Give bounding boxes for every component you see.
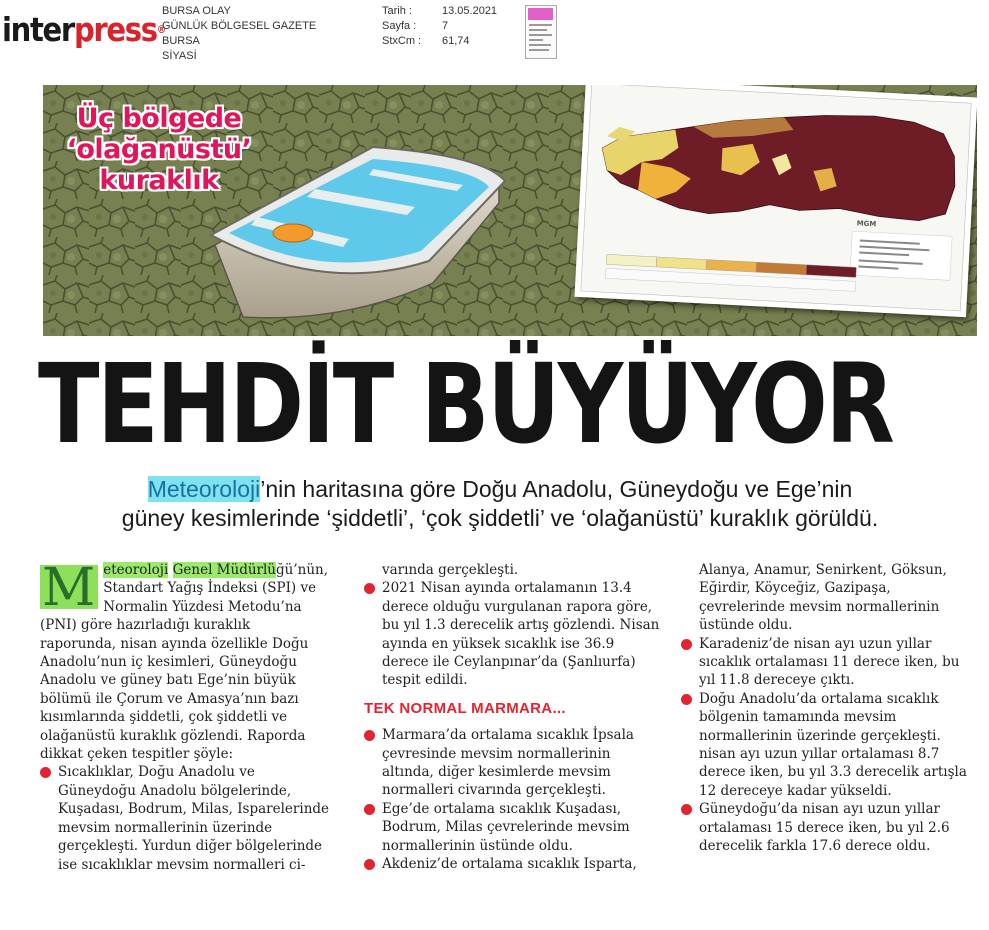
clipping-meta-labels xyxy=(382,4,421,49)
interpress-logo xyxy=(2,10,165,50)
bullet-dot-icon xyxy=(364,730,375,741)
bullet-dot-icon xyxy=(364,804,375,815)
bullet-item: Akdeniz’de ortalama sıcaklık Isparta, xyxy=(364,855,664,873)
intro-highlight-2: Genel Müdürlü xyxy=(172,562,276,578)
stxcm-value: 61,74 xyxy=(442,35,470,47)
bullet-item: 2021 Nisan ayında ortalamanın 13.4 derece olduğu vurgulanan rapora göre, bu yıl 1.3 derecelik artış gözlendi. Nisan ayında en yüksek sıcaklık ise 36.9 derece ile Ceylanpınar’da (Şanlıurfa) tespit edildi. xyxy=(364,579,664,689)
article-column-3 xyxy=(681,561,977,856)
bullet-dot-icon xyxy=(40,767,51,778)
bullet-item: Sıcaklıklar, Doğu Anadolu ve Güneydoğu Anadolu bölgelerinde, Kuşadası, Bodrum, Milas, Isparelerinde mevsim normallerinin üzerinde gerçekleşti. Yurdun diğer bölgelerinde ise sıcaklıklar mevsim normalleri ci- xyxy=(40,763,330,873)
clipping-header xyxy=(0,0,989,76)
hero-photo xyxy=(43,85,977,336)
date-label: Tarih : xyxy=(382,5,412,17)
drought-map-card xyxy=(574,85,977,317)
deck-line-1-text: ’nin haritasına göre Doğu Anadolu, Güneydoğu ve Ege’nin xyxy=(260,476,853,502)
continued-text: varında gerçekleşti. xyxy=(382,562,519,578)
article-column-1 xyxy=(40,558,330,874)
bullet-dot-icon xyxy=(681,804,692,815)
subheading: TEK NORMAL MARMARA... xyxy=(364,699,566,717)
continued-text: Alanya, Anamur, Senirkent, Göksun, Eğirdir, Köyceğiz, Gazipaşa, çevrelerinde mevsim normallerinin üstünde oldu. xyxy=(699,562,947,634)
clipping-meta-values xyxy=(442,4,497,49)
intro-text: ğü’nün, Standart Yağış İndeksi (SPI) ve Normalin Yüzdesi Metodu’na (PNI) göre hazırladığı kuraklık raporunda, nisan ayında özellikle Doğu Anadolu’nun iç kesimleri, Güneydoğu Anadolu ve güney batı Ege’nin büyük bölümü ile Çorum ve Amasya’nın bazı kısımlarında şiddetli, çok şiddetli ve olağanüstü kuraklık gözlendi. Raporda dikkat çeken tespitler şöyle: xyxy=(40,562,329,763)
bullet-dot-icon xyxy=(681,639,692,650)
overlay-line-1: Üç bölgede xyxy=(76,103,242,134)
page-value: 7 xyxy=(442,20,449,32)
bullet-dot-icon xyxy=(364,859,375,870)
publication-city: BURSA xyxy=(162,35,200,47)
intro-highlight-1: eteoroloji xyxy=(103,562,169,578)
bullet-item: Ege’de ortalama sıcaklık Kuşadası, Bodrum, Milas çevrelerinde mevsim normallerinin üstünde oldu. xyxy=(364,800,664,855)
publication-type: GÜNLÜK BÖLGESEL GAZETE xyxy=(162,20,317,32)
mgm-logo: MGM xyxy=(856,219,877,229)
stxcm-label: StxCm : xyxy=(382,35,422,47)
overlay-line-3: kuraklık xyxy=(99,165,219,196)
bullet-dot-icon xyxy=(681,694,692,705)
bullet-item: Güneydoğu’da nisan ayı uzun yıllar ortalaması 15 derece iken, bu yıl 2.6 derecelik farkla 17.6 derece oldu. xyxy=(681,800,977,855)
intro-paragraph xyxy=(40,558,330,763)
logo-registered-mark: ® xyxy=(156,23,166,36)
page-label: Sayfa : xyxy=(382,20,417,32)
turkey-drought-map xyxy=(574,85,977,317)
logo-text-inter: inter xyxy=(2,10,74,49)
logo-text-press: press xyxy=(73,10,157,49)
publication-section: SİYASİ xyxy=(162,50,197,62)
hero-overlay-title xyxy=(59,103,259,196)
page-thumbnail xyxy=(525,5,557,59)
bullet-dot-icon xyxy=(364,583,375,594)
date-value: 13.05.2021 xyxy=(442,5,498,17)
bullet-item: Karadeniz’de nisan ayı uzun yıllar sıcaklık ortalaması 11 derece iken, bu yıl 11.8 dereceye çıktı. xyxy=(681,635,977,690)
publication-name: BURSA OLAY xyxy=(162,5,231,17)
deck-line-2: güney kesimlerinde ‘şiddetli’, ‘çok şiddetli’ ve ‘olağanüstü’ kuraklık görüldü. xyxy=(121,505,879,531)
headline: TEHDİT BÜYÜYOR xyxy=(38,340,893,468)
deck-highlight: Meteoroloji xyxy=(147,476,261,502)
article-column-2 xyxy=(364,561,664,874)
drop-cap: M xyxy=(40,565,98,609)
bullet-item: Doğu Anadolu’da ortalama sıcaklık bölgenin tamamında mevsim normallerinin üzerinde gerçekleşti. nisan ayı uzun yıllar ortalaması 8.7 derece iken, bu yıl 3.3 derecelik artışla 12 dereceye kadar yükseldi. xyxy=(681,690,977,800)
deck-subheadline xyxy=(20,475,980,533)
deck-line-1 xyxy=(20,475,980,504)
overlay-line-2: ‘olağanüstü’ xyxy=(66,134,252,165)
bullet-item: Marmara’da ortalama sıcaklık İpsala çevresinde mevsim normallerinin altında, diğer kesimlerde mevsim normalleri civarında gerçekleşti. xyxy=(364,726,664,800)
publication-info xyxy=(162,4,316,64)
